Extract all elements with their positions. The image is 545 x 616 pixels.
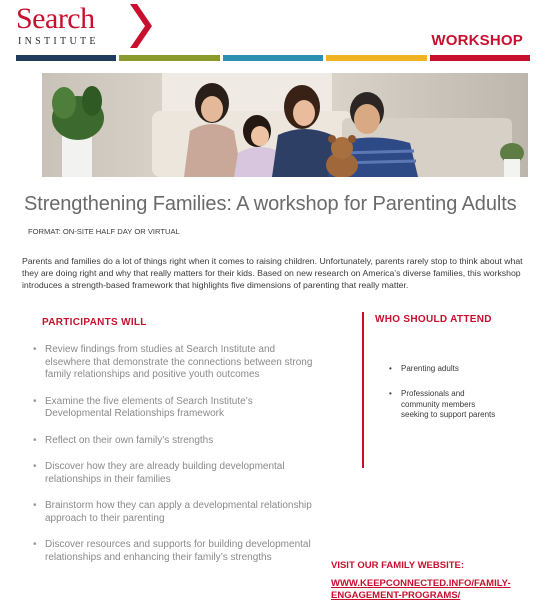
family-photo-illustration — [42, 73, 528, 177]
stripe-segment — [223, 55, 323, 61]
logo-subtitle: INSTITUTE — [18, 36, 99, 47]
bullet-icon: • — [33, 500, 37, 511]
stripe-segment — [430, 55, 530, 61]
list-item — [24, 500, 314, 525]
bullet-icon: • — [389, 364, 392, 373]
bullet-icon: • — [33, 461, 37, 472]
chevron-right-icon — [124, 4, 154, 48]
list-item-text: Reflect on their own family’s strengths — [45, 434, 214, 446]
color-stripe — [16, 55, 530, 61]
list-item — [24, 396, 314, 421]
bullet-icon: • — [33, 434, 37, 446]
participants-list — [24, 344, 314, 578]
logo-wordmark: Search — [16, 2, 95, 35]
list-item-text: Discover how they are already building developmental relationships in their families — [45, 461, 285, 485]
list-item — [388, 389, 498, 421]
bullet-icon: • — [389, 388, 392, 398]
format-line: FORMAT: ON-SITE HALF DAY OR VIRTUAL — [28, 227, 180, 236]
intro-paragraph: Parents and families do a lot of things right when it comes to raising children. Unfortunately, parents rarely stop to think about what they are doing right and why that really matters for their kids. Based on new research on America’s diverse families, this workshop introduces a strength-based framework that highlights five dimensions of parenting that really matter. — [22, 256, 523, 290]
list-item — [24, 461, 314, 486]
list-item — [24, 344, 314, 382]
list-item — [24, 435, 314, 448]
list-item — [24, 539, 314, 564]
list-item-text: Parenting adults — [401, 364, 459, 373]
who-should-attend-heading: WHO SHOULD ATTEND — [375, 314, 492, 325]
workshop-label: WORKSHOP — [431, 32, 523, 49]
stripe-segment — [16, 55, 116, 61]
family-website-link[interactable]: WWW.KEEPCONNECTED.INFO/FAMILY-ENGAGEMENT-PROGRAMS/ — [331, 578, 511, 601]
list-item-text: Review findings from studies at Search Institute and elsewhere that demonstrate the connections between strong family relationships and positive youth outcomes — [45, 344, 313, 380]
bullet-icon: • — [33, 395, 37, 407]
column-divider — [362, 312, 364, 468]
family-photo — [42, 73, 528, 177]
list-item-text: Discover resources and supports for building developmental relationships and enhancing their family’s strengths — [45, 539, 311, 563]
bullet-icon: • — [33, 539, 37, 550]
list-item-text: Examine the five elements of Search Institute’s Developmental Relationships framework — [45, 395, 253, 419]
bullet-icon: • — [33, 344, 37, 355]
visit-website-heading: VISIT OUR FAMILY WEBSITE: — [331, 560, 465, 571]
stripe-segment — [119, 55, 219, 61]
stripe-segment — [326, 55, 426, 61]
list-item-text: Brainstorm how they can apply a developmental relationship approach to their parenting — [45, 500, 312, 524]
list-item — [388, 364, 498, 375]
who-should-attend-list — [388, 364, 498, 435]
list-item-text: Professionals and community members seeking to support parents — [401, 388, 496, 420]
participants-heading: PARTICIPANTS WILL — [42, 317, 147, 328]
page-title: Strengthening Families: A workshop for Parenting Adults — [24, 193, 517, 215]
